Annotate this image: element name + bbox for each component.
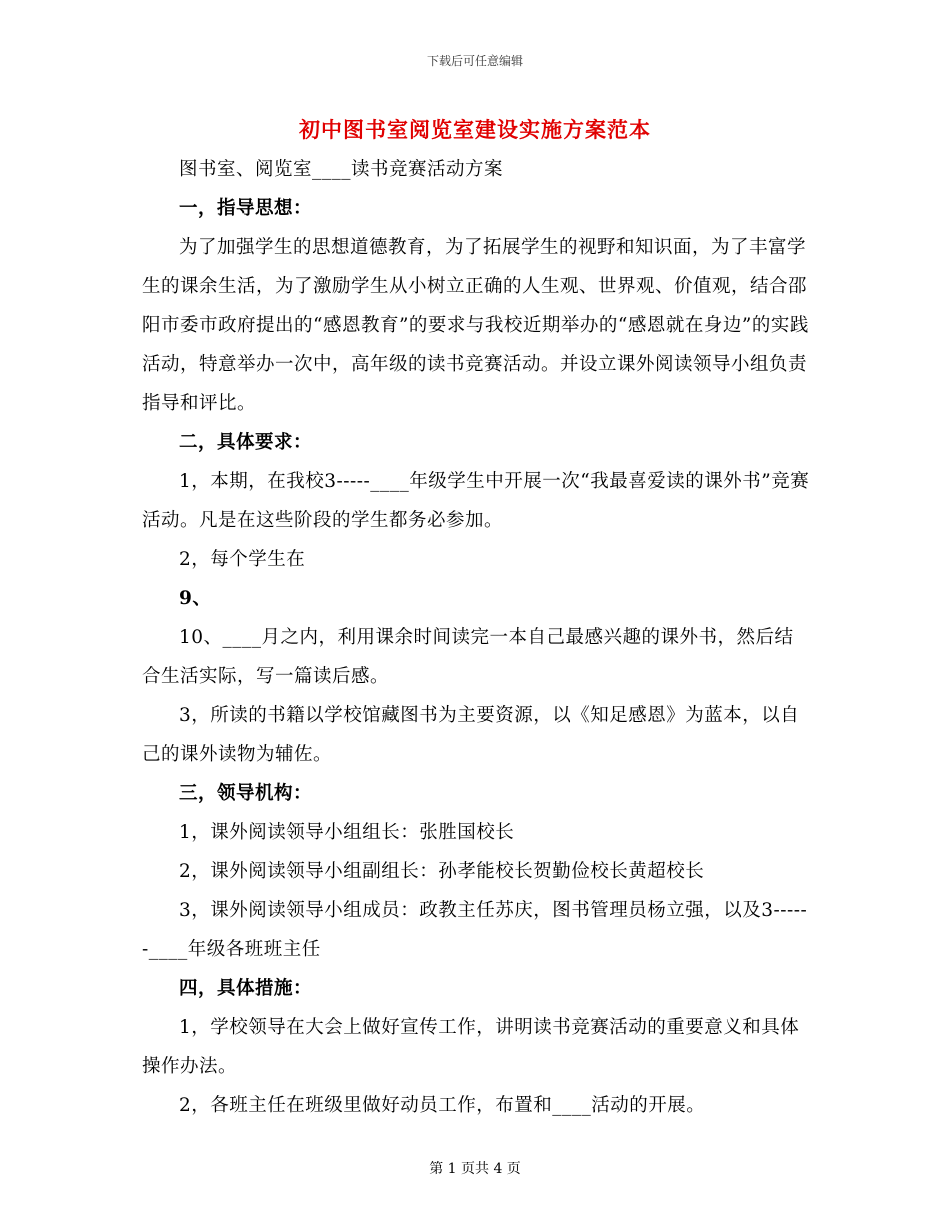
paragraph: 2，课外阅读领导小组副组长：孙孝能校长贺勤俭校长黄超校长 bbox=[179, 861, 705, 882]
page-footer: 第 1 页共 4 页 bbox=[429, 1161, 521, 1177]
paragraph: 10、____月之内，利用课余时间读完一本自己最感兴趣的课外书，然后结合生活实际，写一篇读后感。 bbox=[142, 627, 794, 687]
paragraph: 1，本期，在我校3-----____年级学生中开展一次“我最喜爱读的课外书”竞赛活动。凡是在这些阶段的学生都务必参加。 bbox=[142, 471, 810, 531]
section-heading-2: 二，具体要求： bbox=[179, 432, 313, 453]
paragraph: 2，每个学生在 bbox=[179, 549, 306, 570]
section-heading-1: 一，指导思想： bbox=[179, 198, 313, 219]
paragraph: 3，所读的书籍以学校馆藏图书为主要资源，以《知足感恩》为蓝本，以自己的课外读物为辅佐。 bbox=[142, 705, 800, 765]
paragraph: 1，学校领导在大会上做好宣传工作，讲明读书竞赛活动的重要意义和具体操作办法。 bbox=[142, 1017, 800, 1077]
section-heading-3: 三，领导机构： bbox=[179, 783, 313, 804]
section-heading-4: 四，具体措施： bbox=[179, 978, 313, 999]
header-note: 下载后可任意编辑 bbox=[426, 54, 523, 68]
paragraph: 为了加强学生的思想道德教育，为了拓展学生的视野和知识面，为了丰富学生的课余生活，为了激励学生从小树立正确的人生观、世界观、价值观，结合邵阳市委市政府提出的“感恩教育”的要求与我校近期举办的“感恩就在身边”的实践活动，特意举办一次中，高年级的读书竞赛活动。并设立课外阅读领导小组负责指导和评比。 bbox=[142, 237, 809, 414]
paragraph: 1，课外阅读领导小组组长：张胜国校长 bbox=[179, 822, 515, 843]
paragraph: 3，课外阅读领导小组成员：政教主任苏庆，图书管理员杨立强，以及3------____年级各班班主任 bbox=[142, 900, 808, 960]
paragraph: 9、 bbox=[179, 588, 212, 609]
paragraph: 2，各班主任在班级里做好动员工作，布置和____活动的开展。 bbox=[179, 1095, 706, 1116]
document-title: 初中图书室阅览室建设实施方案范本 bbox=[299, 117, 651, 142]
document-body bbox=[142, 150, 810, 1125]
paragraph-subtitle: 图书室、阅览室____读书竞赛活动方案 bbox=[179, 159, 504, 180]
